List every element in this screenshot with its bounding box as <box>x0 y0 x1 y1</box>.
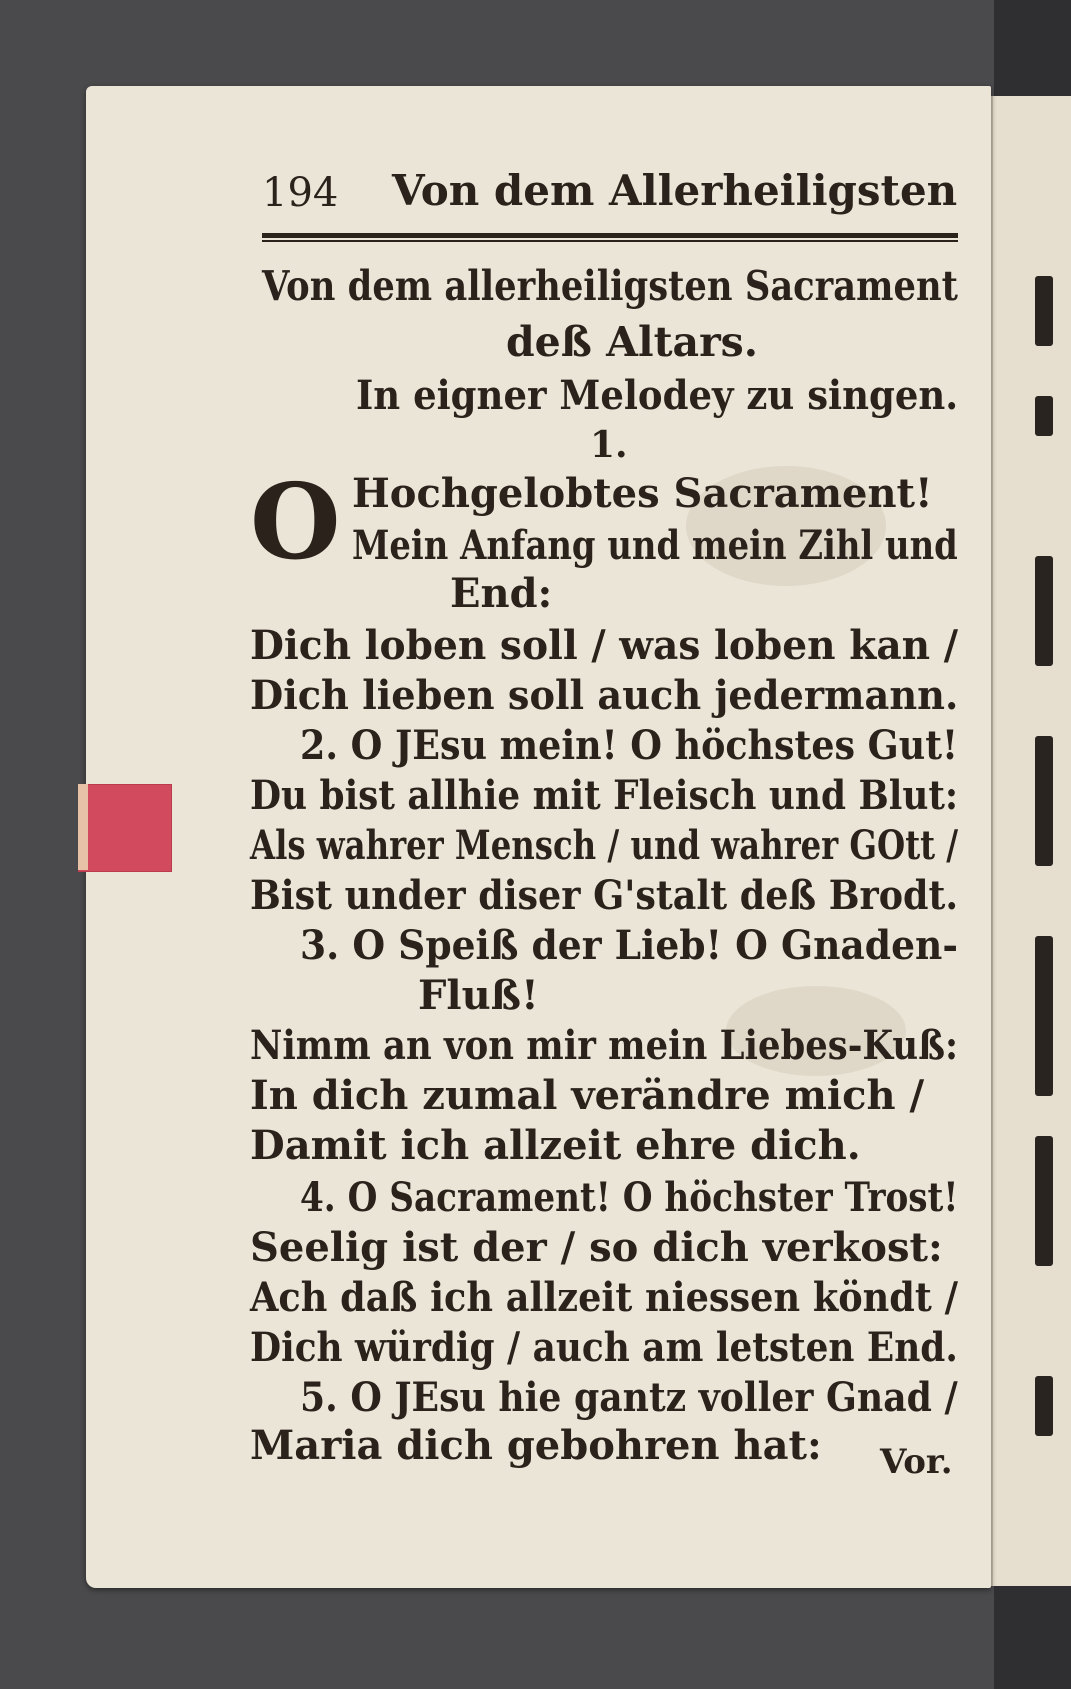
stanza-number: 1. <box>590 424 628 466</box>
verse-line: 4. O Sacrament! O höchster Trost! <box>300 1174 959 1221</box>
catchword: Vor. <box>880 1442 953 1482</box>
facing-page-glyph <box>1035 556 1053 666</box>
facing-page-glyph <box>1035 396 1053 436</box>
verse-line: Fluß! <box>418 972 539 1019</box>
header-rule <box>262 233 958 242</box>
running-title: Von dem Allerheiligsten <box>392 166 958 215</box>
verse-line: Damit ich allzeit ehre dich. <box>250 1122 861 1169</box>
ribbon-bookmark-fold <box>78 784 88 870</box>
verse-line: Maria dich gebohren hat: <box>250 1422 822 1469</box>
verse-line: Dich lieben soll auch jedermann. <box>250 672 959 719</box>
facing-page-glyph <box>1035 736 1053 866</box>
verse-line: 2. O JEsu mein! O höchstes Gut! <box>300 722 959 769</box>
verse-line: Du bist allhie mit Fleisch und Blut: <box>250 772 959 819</box>
verse-line: Als wahrer Mensch / und wahrer GOtt / <box>250 822 959 869</box>
verse-line: Ach daß ich allzeit niessen köndt / <box>250 1274 958 1321</box>
facing-page-glyph <box>1035 1376 1053 1436</box>
hymn-title-line2: deß Altars. <box>506 318 759 366</box>
verse-line: Dich würdig / auch am letsten End. <box>250 1324 958 1371</box>
drop-cap: O <box>250 460 341 583</box>
verse-line: 3. O Speiß der Lieb! O Gnaden- <box>300 922 958 969</box>
ribbon-bookmark <box>78 784 172 872</box>
verse-line: Dich loben soll / was loben kan / <box>250 622 959 669</box>
verse-line: 5. O JEsu hie gantz voller Gnad / <box>300 1374 958 1421</box>
facing-page-glyph <box>1035 936 1053 1096</box>
verse-line: Mein Anfang und mein Zihl und <box>352 522 958 569</box>
facing-page-glyph <box>1035 276 1053 346</box>
verse-line: Nimm an von mir mein Liebes-Kuß: <box>250 1022 959 1069</box>
hymn-subtitle: In eigner Melodey zu singen. <box>356 372 959 419</box>
verse-line: Hochgelobtes Sacrament! <box>352 470 933 517</box>
verse-line: End: <box>450 570 553 617</box>
verse-line: Bist under diser G'stalt deß Brodt. <box>250 872 959 919</box>
verse-line: Seelig ist der / so dich verkost: <box>250 1224 943 1271</box>
hymn-title-line1: Von dem allerheiligsten Sacrament <box>262 262 958 310</box>
facing-page-glyph <box>1035 1136 1053 1266</box>
verse-line: In dich zumal verändre mich / <box>250 1072 925 1119</box>
facing-page-edge <box>991 96 1071 1586</box>
page-number: 194 <box>262 170 339 216</box>
